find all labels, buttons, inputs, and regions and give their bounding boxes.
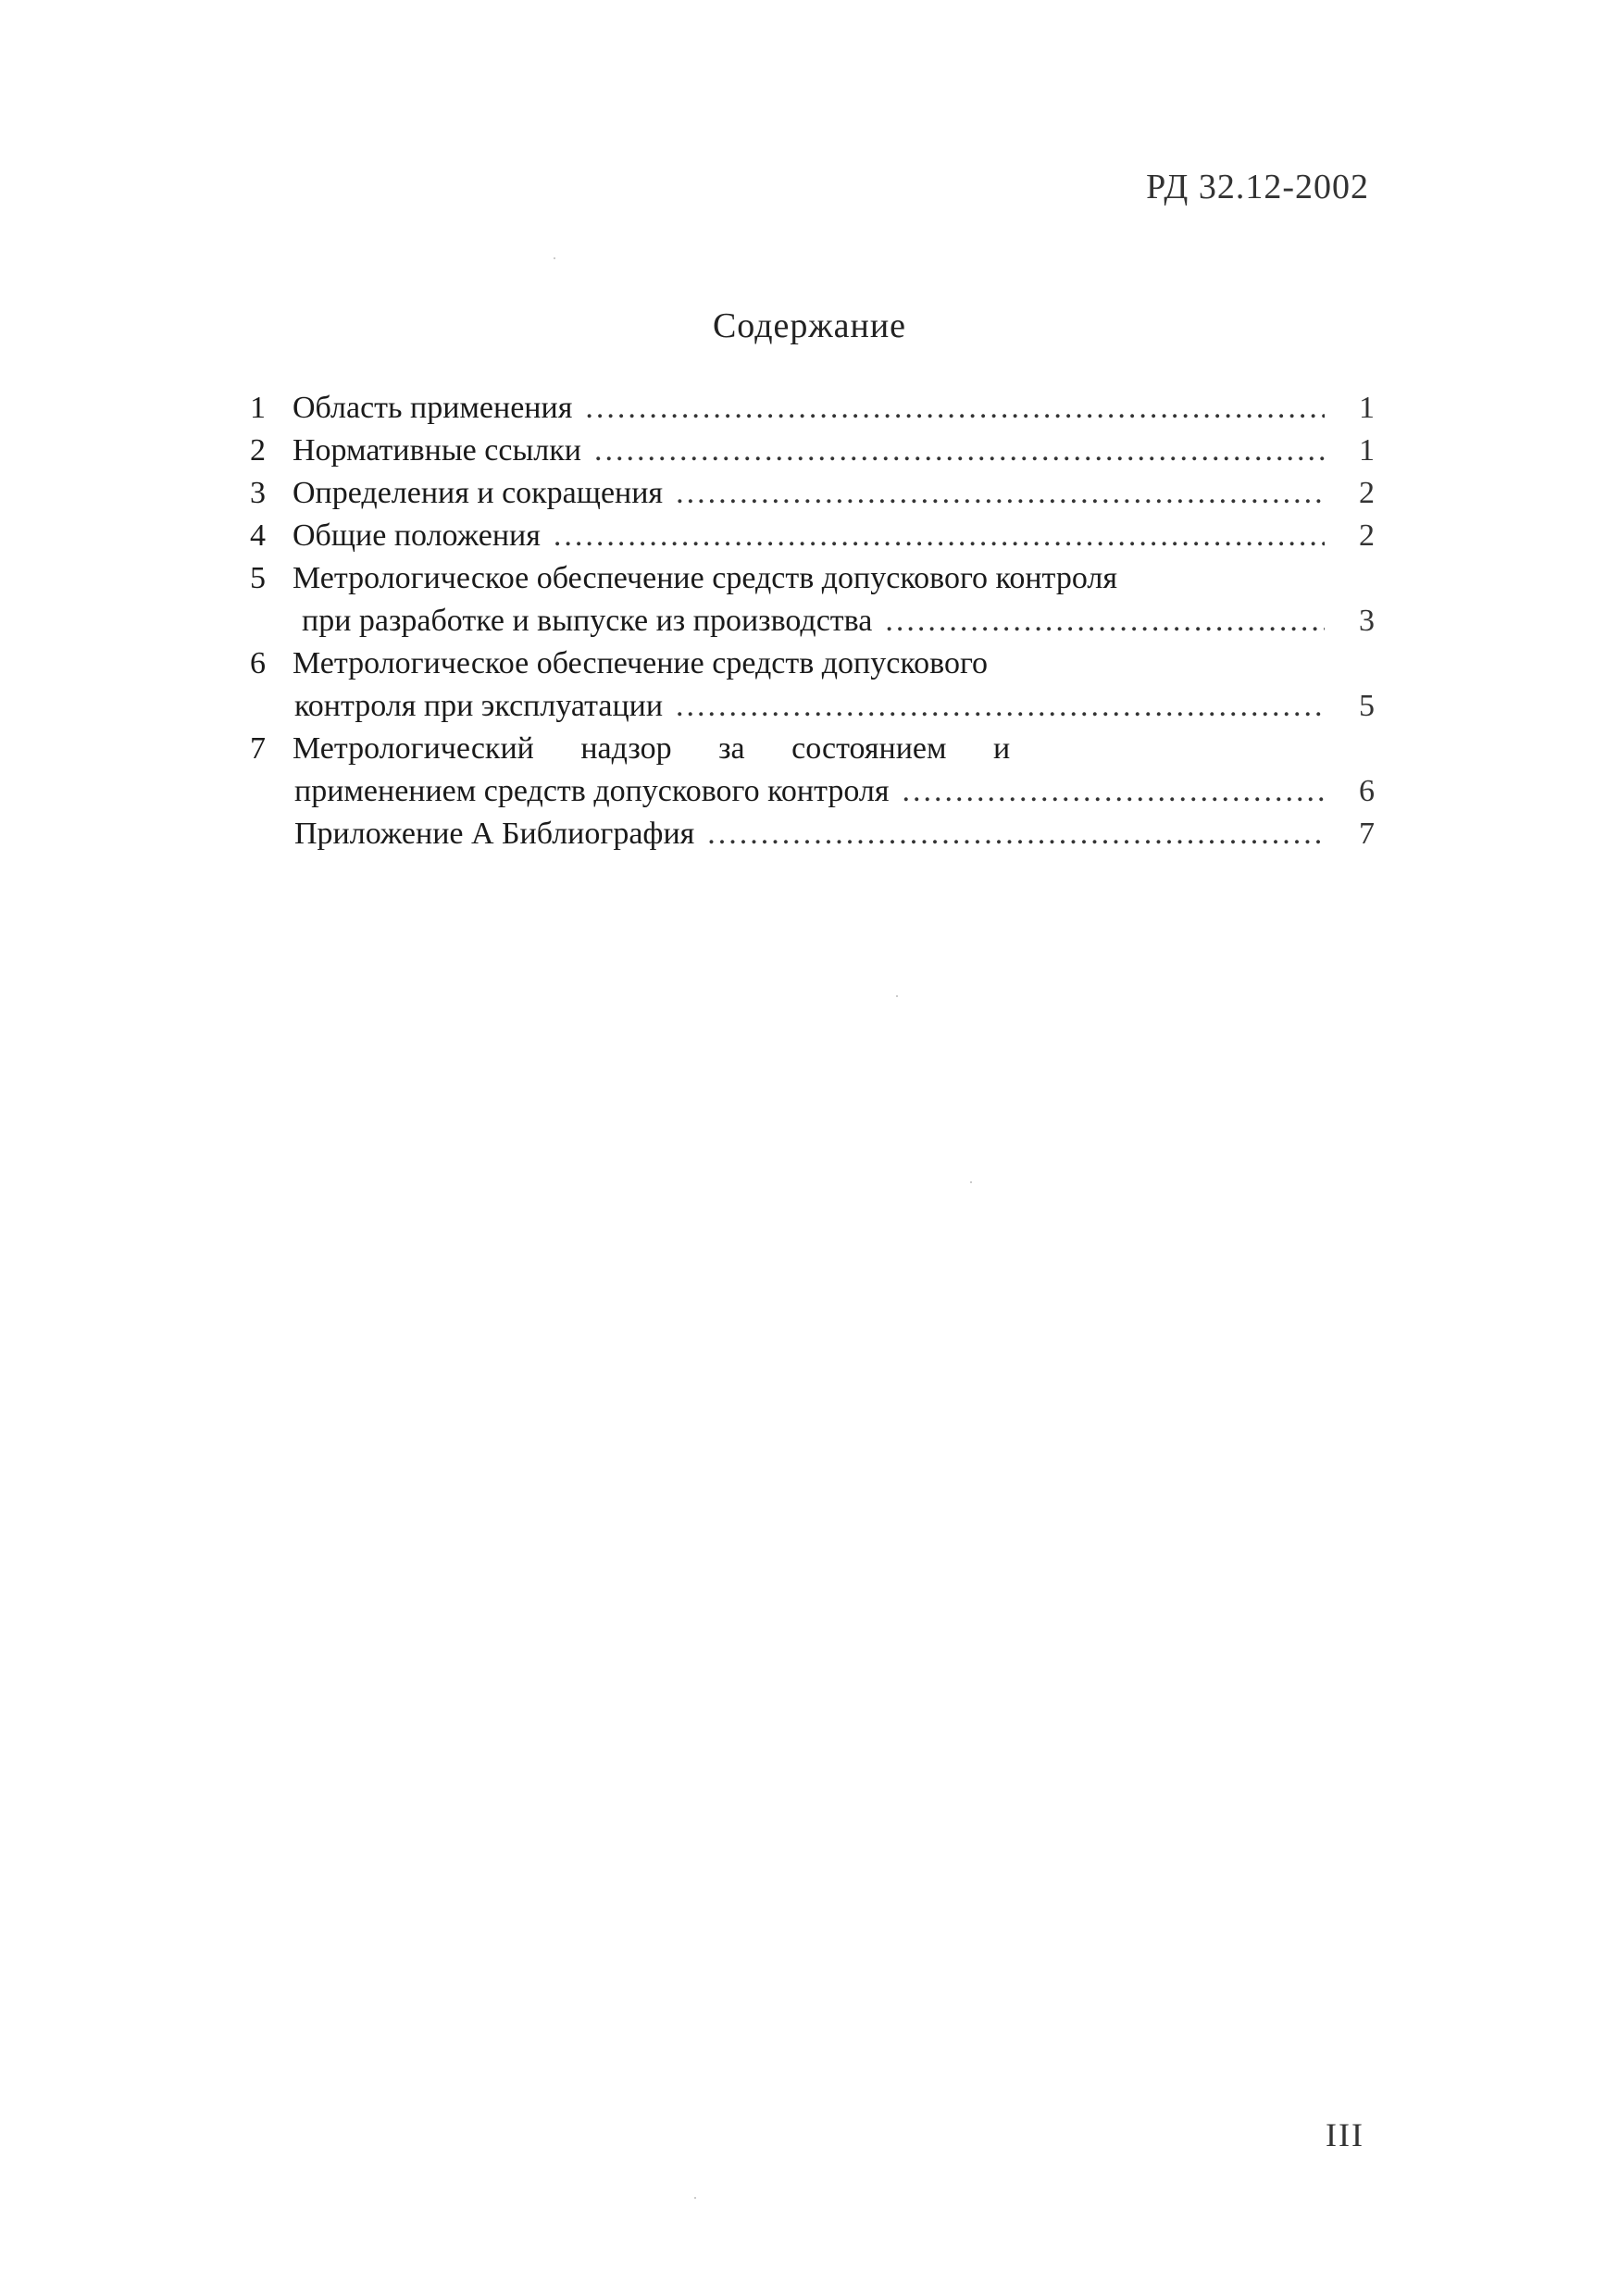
toc-entry-number: 6 [250, 646, 266, 680]
dot-leader [554, 515, 1325, 557]
toc-entry-page: 7 [1359, 817, 1375, 851]
toc-entry-page: 2 [1359, 476, 1375, 510]
toc-entry-number: 4 [250, 518, 266, 553]
document-code: РД 32.12-2002 [1146, 168, 1369, 206]
toc-entry-page: 1 [1359, 433, 1375, 468]
toc-entry-title-continued: контроля при эксплуатации [294, 689, 664, 723]
scan-speck [554, 257, 555, 259]
dot-leader [594, 430, 1325, 472]
toc-entry-2[interactable] [250, 430, 1375, 472]
toc-entry-number: 7 [250, 731, 266, 766]
scan-speck [970, 1181, 972, 1183]
toc-entry-title: Общие положения [293, 518, 541, 553]
toc-entry-appendix[interactable] [250, 813, 1375, 855]
toc-entry-number: 1 [250, 391, 266, 425]
toc-entry-5[interactable] [250, 557, 1375, 643]
toc-entry-1[interactable] [250, 387, 1375, 430]
toc-entry-page: 2 [1359, 518, 1375, 553]
dot-leader [707, 813, 1325, 855]
dot-leader [676, 685, 1325, 728]
table-of-contents [250, 387, 1375, 855]
dot-leader [885, 600, 1325, 643]
dot-leader [903, 770, 1325, 813]
toc-entry-page: 3 [1359, 604, 1375, 638]
dot-leader [585, 387, 1325, 430]
toc-entry-title: Приложение А Библиография [294, 817, 695, 851]
toc-entry-7[interactable] [250, 728, 1375, 813]
dot-leader [676, 472, 1325, 515]
scan-speck [896, 995, 898, 997]
toc-entry-number: 2 [250, 433, 266, 468]
toc-entry-number: 3 [250, 476, 266, 510]
toc-entry-title-continued: при разработке и выпуске из производства [302, 604, 873, 638]
toc-entry-title: Нормативные ссылки [293, 433, 581, 468]
toc-entry-4[interactable] [250, 515, 1375, 557]
toc-entry-number: 5 [250, 561, 266, 595]
toc-entry-title: Метрологический надзор за состоянием и [293, 731, 1011, 766]
toc-entry-page: 6 [1359, 774, 1375, 808]
toc-entry-title: Метрологическое обеспечение средств допускового [293, 646, 989, 680]
page-number: III [1326, 2116, 1364, 2153]
toc-entry-title: Определения и сокращения [293, 476, 664, 510]
toc-entry-title: Метрологическое обеспечение средств допускового контроля [293, 561, 1117, 595]
toc-title: Содержание [712, 306, 907, 345]
toc-entry-title-continued: применением средств допускового контроля [294, 774, 890, 808]
scan-speck [694, 2197, 696, 2199]
toc-entry-3[interactable] [250, 472, 1375, 515]
toc-entry-6[interactable] [250, 643, 1375, 728]
toc-entry-page: 5 [1359, 689, 1375, 723]
toc-entry-title: Область применения [293, 391, 573, 425]
toc-entry-page: 1 [1359, 391, 1375, 425]
